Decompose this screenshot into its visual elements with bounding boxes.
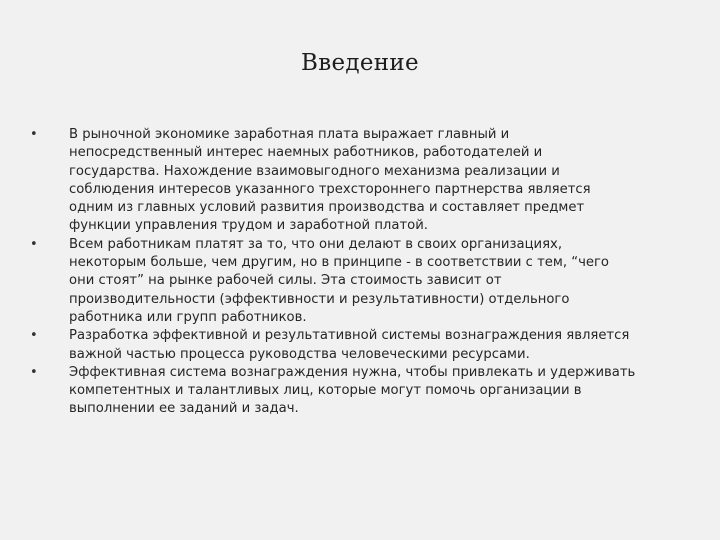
bullet-text: Всем работникам платят за то, что они делают в своих организациях, некоторым больше, чем другим, но в принципе - в соответствии с тем, “чего они стоят” на рынке рабочей силы. Эта стоимость зависит от производительности (эффективности и результативности) отдельного работника или групп работников.	[69, 236, 609, 325]
slide-title: Введение	[301, 50, 419, 76]
bullet-icon: •	[30, 364, 38, 380]
bullet-text: Разработка эффективной и результативной системы вознаграждения является важной частью процесса руководства человеческими ресурсами.	[69, 328, 630, 362]
list-item	[30, 327, 700, 364]
list-item	[30, 364, 700, 419]
bullet-text: В рыночной экономике заработная плата выражает главный и непосредственный интерес наемных работников, работодателей и государства. Нахождение взаимовыгодного механизма реализации и соблюдения интересов указанного трехстороннего партнерства является одним из главных условий развития производства и составляет предмет функции управления трудом и заработной платой.	[69, 127, 591, 234]
bullet-icon: •	[30, 236, 38, 252]
list-item	[30, 236, 700, 327]
bullet-text: Эффективная система вознаграждения нужна, чтобы привлекать и удерживать компетентных и талантливых лиц, которые могут помочь организации в выполнении ее заданий и задач.	[69, 364, 636, 417]
bullet-list	[30, 126, 700, 419]
bullet-icon: •	[30, 127, 38, 142]
list-item	[30, 126, 700, 236]
bullet-icon: •	[30, 328, 38, 344]
